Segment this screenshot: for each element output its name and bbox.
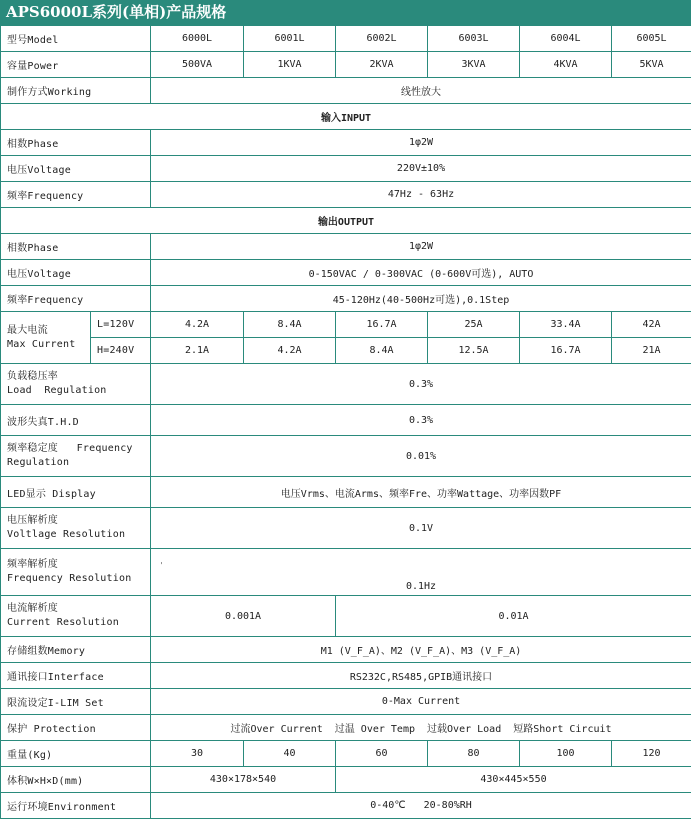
model-cell: 6000L [151, 26, 244, 52]
voltage-resolution-label-cn: 电压解析度 [7, 515, 58, 526]
row-output-frequency [1, 286, 691, 312]
current-cell: 16.7A [336, 312, 428, 338]
input-phase-label: 相数Phase [1, 130, 151, 156]
model-label: 型号Model [1, 26, 151, 52]
load-regulation-value: 0.3% [151, 364, 691, 405]
current-resolution-label-en: Current Resolution [7, 617, 119, 628]
capacity-cell: 1KVA [244, 52, 336, 78]
frequency-regulation-value: 0.01% [151, 436, 691, 477]
display-label: LED显示 Display [1, 477, 151, 508]
ilim-value: 0-Max Current [151, 689, 691, 715]
output-frequency-value: 45-120Hz(40-500Hz可选),0.1Step [151, 286, 691, 312]
row-input-frequency [1, 182, 691, 208]
frequency-regulation-label [1, 436, 151, 477]
load-regulation-label-en: Load Regulation [7, 385, 107, 396]
current-cell: 21A [612, 338, 691, 364]
working-value: 线性放大 [151, 78, 691, 104]
capacity-cell: 2KVA [336, 52, 428, 78]
output-phase-label: 相数Phase [1, 234, 151, 260]
row-interface [1, 663, 691, 689]
row-volume [1, 767, 691, 793]
row-thd [1, 405, 691, 436]
model-cell: 6004L [520, 26, 612, 52]
row-model [1, 26, 691, 52]
current-cell: 4.2A [151, 312, 244, 338]
output-section-row [1, 208, 691, 234]
protection-label: 保护 Protection [1, 715, 151, 741]
page-title: APS6000L系列(单相)产品规格 [0, 0, 691, 25]
frequency-resolution-label-en: Frequency Resolution [7, 573, 132, 584]
input-frequency-value: 47Hz - 63Hz [151, 182, 691, 208]
row-output-phase [1, 234, 691, 260]
frequency-regulation-label-en: Regulation [7, 457, 70, 468]
input-phase-value: 1φ2W [151, 130, 691, 156]
frequency-resolution-label-cn: 频率解析度 [7, 559, 58, 570]
spec-table [0, 25, 691, 819]
model-cell: 6001L [244, 26, 336, 52]
current-cell: 33.4A [520, 312, 612, 338]
capacity-cell: 4KVA [520, 52, 612, 78]
current-cell: 25A [428, 312, 520, 338]
row-protection [1, 715, 691, 741]
max-current-label [1, 312, 91, 364]
row-ilim [1, 689, 691, 715]
input-voltage-value: 220V±10% [151, 156, 691, 182]
frequency-resolution-cell [151, 549, 691, 596]
output-phase-value: 1φ2W [151, 234, 691, 260]
ilim-label: 限流设定I-LIM Set [1, 689, 151, 715]
memory-value: M1 (V_F_A)、M2 (V_F_A)、M3 (V_F_A) [151, 637, 691, 663]
current-resolution-label-cn: 电流解析度 [7, 603, 58, 614]
stray-mark: ' [159, 561, 164, 570]
volume-label: 体积W×H×D(mm) [1, 767, 151, 793]
h240-label: H=240V [91, 338, 151, 364]
output-voltage-label: 电压Voltage [1, 260, 151, 286]
row-environment [1, 793, 691, 819]
max-current-label-cn: 最大电流 [7, 324, 48, 336]
weight-cell: 120 [612, 741, 691, 767]
voltage-resolution-value: 0.1V [151, 508, 691, 549]
weight-label: 重量(Kg) [1, 741, 151, 767]
row-max-current-h [1, 338, 691, 364]
working-label: 制作方式Working [1, 78, 151, 104]
volume-value-small: 430×178×540 [151, 767, 336, 793]
input-voltage-label: 电压Voltage [1, 156, 151, 182]
capacity-cell: 500VA [151, 52, 244, 78]
row-working [1, 78, 691, 104]
capacity-cell: 3KVA [428, 52, 520, 78]
voltage-resolution-label-en: Voltlage Resolution [7, 529, 126, 540]
current-cell: 12.5A [428, 338, 520, 364]
row-load-regulation [1, 364, 691, 405]
current-cell: 16.7A [520, 338, 612, 364]
thd-label: 波形失真T.H.D [1, 405, 151, 436]
max-current-label-en: Max Current [7, 338, 76, 350]
input-section-row [1, 104, 691, 130]
weight-cell: 100 [520, 741, 612, 767]
current-cell: 2.1A [151, 338, 244, 364]
row-input-voltage [1, 156, 691, 182]
environment-value: 0-40℃ 20-80%RH [151, 793, 691, 819]
row-output-voltage [1, 260, 691, 286]
output-voltage-value: 0-150VAC / 0-300VAC (0-600V可选), AUTO [151, 260, 691, 286]
row-max-current-l [1, 312, 691, 338]
current-resolution-value-high: 0.01A [336, 596, 691, 637]
display-value: 电压Vrms、电流Arms、频率Fre、功率Wattage、功率因数PF [151, 477, 691, 508]
current-cell: 8.4A [244, 312, 336, 338]
input-frequency-label: 频率Frequency [1, 182, 151, 208]
current-cell: 42A [612, 312, 691, 338]
frequency-resolution-value: 0.1Hz [405, 581, 437, 592]
frequency-resolution-label [1, 549, 151, 596]
memory-label: 存储组数Memory [1, 637, 151, 663]
weight-cell: 40 [244, 741, 336, 767]
l120-label: L=120V [91, 312, 151, 338]
voltage-resolution-label [1, 508, 151, 549]
interface-label: 通讯接口Interface [1, 663, 151, 689]
input-section-header: 输入INPUT [1, 104, 691, 130]
row-memory [1, 637, 691, 663]
protection-value: 过流Over Current 过温 Over Temp 过载Over Load 短路Short Circuit [151, 715, 691, 741]
row-display [1, 477, 691, 508]
weight-cell: 80 [428, 741, 520, 767]
load-regulation-label-cn: 负载稳压率 [7, 371, 58, 382]
weight-cell: 30 [151, 741, 244, 767]
environment-label: 运行环境Environment [1, 793, 151, 819]
row-frequency-resolution [1, 549, 691, 596]
row-frequency-regulation [1, 436, 691, 477]
row-current-resolution [1, 596, 691, 637]
row-weight [1, 741, 691, 767]
capacity-cell: 5KVA [612, 52, 691, 78]
current-resolution-label [1, 596, 151, 637]
current-cell: 4.2A [244, 338, 336, 364]
output-section-header: 输出OUTPUT [1, 208, 691, 234]
output-frequency-label: 频率Frequency [1, 286, 151, 312]
row-input-phase [1, 130, 691, 156]
row-capacity [1, 52, 691, 78]
load-regulation-label [1, 364, 151, 405]
model-cell: 6003L [428, 26, 520, 52]
capacity-label: 容量Power [1, 52, 151, 78]
thd-value: 0.3% [151, 405, 691, 436]
interface-value: RS232C,RS485,GPIB通讯接口 [151, 663, 691, 689]
current-cell: 8.4A [336, 338, 428, 364]
row-voltage-resolution [1, 508, 691, 549]
volume-value-large: 430×445×550 [336, 767, 691, 793]
model-cell: 6002L [336, 26, 428, 52]
model-cell: 6005L [612, 26, 691, 52]
weight-cell: 60 [336, 741, 428, 767]
frequency-regulation-label-cn: 频率稳定度 Frequency [7, 443, 133, 454]
current-resolution-value-low: 0.001A [151, 596, 336, 637]
